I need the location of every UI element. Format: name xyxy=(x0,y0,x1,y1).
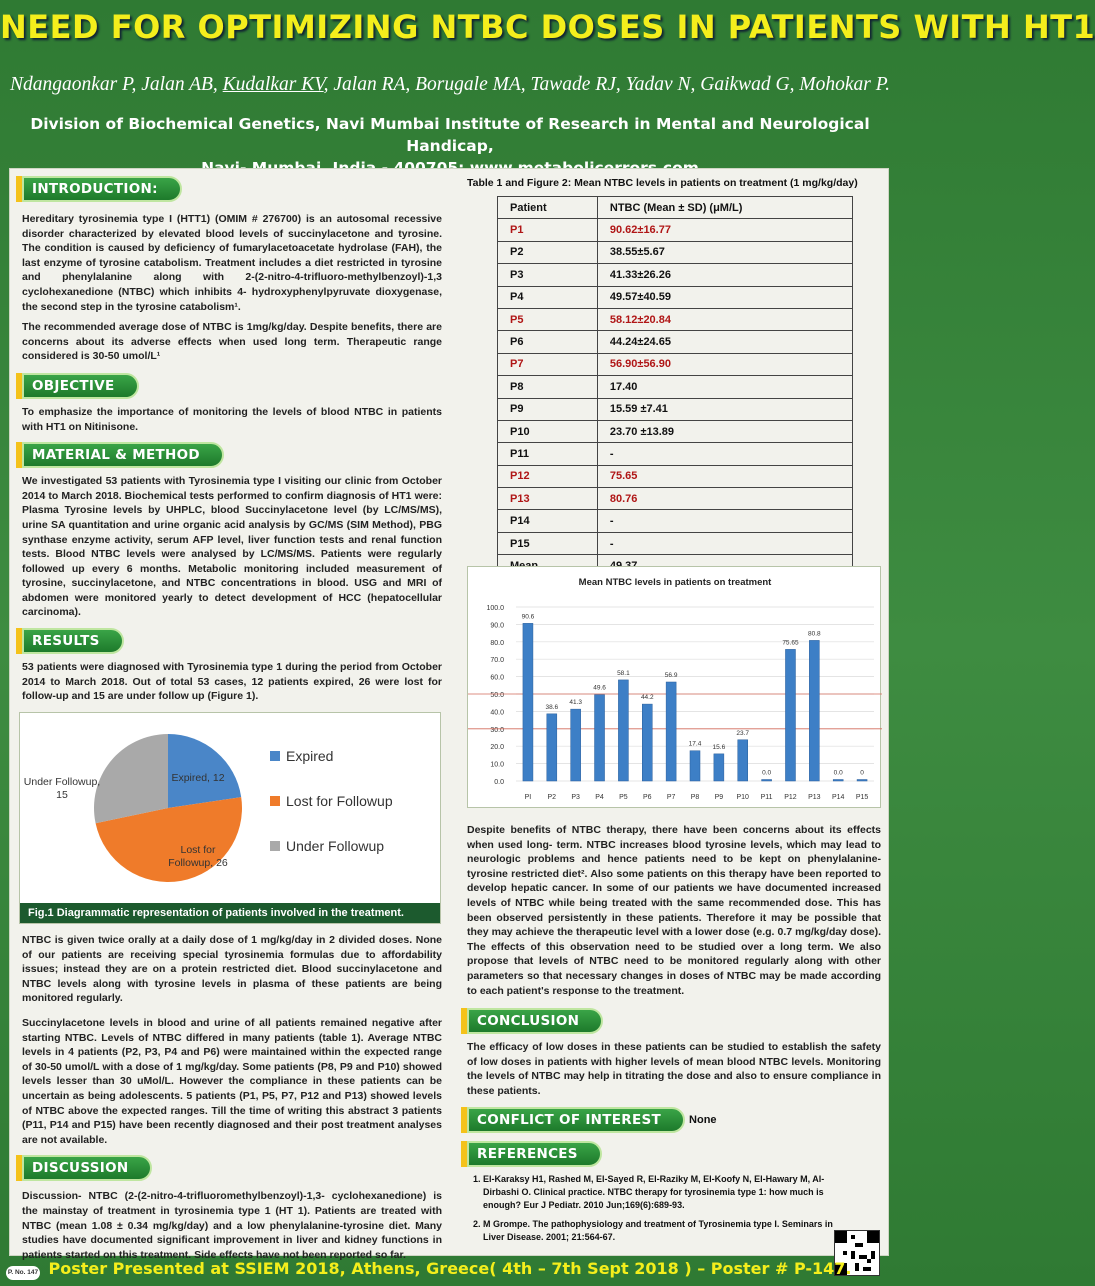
conclusion-text: The efficacy of low doses in these patients can be studied to establish the safety of low doses in patients with higher levels of mean blood NTBC levels. Monitoring the levels of NTBC may help in titrating the dose and also to ensure compliance in these patients. xyxy=(467,1041,881,1097)
y-tick-label: 40.0 xyxy=(490,709,504,717)
bar xyxy=(809,640,819,781)
bar xyxy=(642,704,652,781)
conflict-heading: CONFLICT OF INTEREST xyxy=(467,1107,685,1133)
bar-data-label: 15.6 xyxy=(712,743,726,751)
bar xyxy=(762,780,772,782)
discussion-text-2: Despite benefits of NTBC therapy, there have been concerns about its effects when used long- term. NTBC increases blood tyrosine levels, which may lead to neurologic problems and hence patients need to be kept on phenylalanine- tyrosine restricted diet². Also some patients on this therapy have been reported to develop hepatic cancer. In some of our patients we have documented increased levels of NTBC while being treated with the same recommended dose. This has been observed persistently in these patients. Therefore it may be possible that they may achieve the therapeutic level with a lower dose (e.g. 0.7 mg/kg/day dose). The effects of this observation need to be studied over a long term. We also propose that levels of NTBC need to be monitored regularly along with other parameters so that necessary changes in doses of NTBC may be made according to each patient's response to the treatment. xyxy=(467,824,881,997)
conflict-row xyxy=(467,1107,881,1133)
table-row xyxy=(498,443,853,465)
reference-item: 2. M Grompe. The pathophysiology and treatment of Tyrosinemia type I. Seminars in Liver Disease. 2001; 21:564-67. xyxy=(483,1218,837,1244)
x-tick-label: P3 xyxy=(571,794,580,801)
figure-1-pie xyxy=(19,712,441,924)
bar-chart xyxy=(468,567,882,809)
bar-data-label: 38.6 xyxy=(545,703,559,711)
cell-ntbc: 58.12±20.84 xyxy=(597,308,852,330)
x-tick-label: P7 xyxy=(666,794,676,801)
bar-data-label: 23.7 xyxy=(736,729,750,737)
legend-swatch xyxy=(270,796,280,806)
cell-patient: P1 xyxy=(498,219,598,241)
legend-label: Expired xyxy=(286,748,334,764)
bar-data-label: 56.9 xyxy=(664,671,678,679)
bar-data-label: 41.3 xyxy=(569,699,582,707)
author-list: Ndangaonkar P, Jalan AB, Kudalkar KV, Jalan RA, Borugale MA, Tawade RJ, Yadav N, Gaikwad G, Mohokar P. xyxy=(9,74,891,95)
cell-ntbc: 56.90±56.90 xyxy=(597,353,852,375)
x-tick-label: P13 xyxy=(808,794,821,801)
introduction-heading: INTRODUCTION: xyxy=(22,176,182,202)
pie-slice-label: Lost for Followup, 26 xyxy=(168,844,228,869)
bar xyxy=(595,695,605,781)
figure-2-bar xyxy=(467,566,881,808)
cell-patient: P13 xyxy=(498,488,598,510)
bar xyxy=(618,680,628,781)
table-row xyxy=(498,488,853,510)
x-tick-label: P12 xyxy=(784,794,797,801)
legend-swatch xyxy=(270,751,280,761)
cell-patient: P9 xyxy=(498,398,598,420)
legend-label: Lost for Followup xyxy=(286,793,393,809)
pie-slice-label: Expired, 12 xyxy=(171,772,225,784)
cell-patient: P10 xyxy=(498,420,598,442)
x-tick-label: PI xyxy=(524,794,532,801)
table-row xyxy=(498,308,853,330)
cell-patient: P14 xyxy=(498,510,598,532)
y-tick-label: 10.0 xyxy=(490,761,504,769)
right-column-lower xyxy=(467,823,881,1250)
cell-ntbc: 41.33±26.26 xyxy=(597,264,852,286)
cell-ntbc: 15.59 ±7.41 xyxy=(597,398,852,420)
method-heading: MATERIAL & METHOD xyxy=(22,442,224,468)
y-tick-label: 100.0 xyxy=(486,605,504,612)
cell-ntbc: 90.62±16.77 xyxy=(597,219,852,241)
cell-patient: P7 xyxy=(498,353,598,375)
y-tick-label: 60.0 xyxy=(490,674,504,682)
pie-slice xyxy=(94,734,168,823)
x-tick-label: P15 xyxy=(855,794,869,801)
x-tick-label: P2 xyxy=(547,794,557,801)
x-tick-label: P10 xyxy=(736,794,749,801)
bar-data-label: 80.8 xyxy=(808,630,821,638)
table-row xyxy=(498,353,853,375)
table-row xyxy=(498,510,853,532)
table-row xyxy=(498,286,853,308)
bar-data-label: 58.1 xyxy=(617,669,630,677)
institution: Division of Biochemical Genetics, Navi Mumbai Institute of Research in Mental and Neurological Handicap, xyxy=(30,115,870,155)
cell-patient: P8 xyxy=(498,376,598,398)
objective-heading: OBJECTIVE xyxy=(22,373,139,399)
chart-title: Mean NTBC levels in patients on treatment xyxy=(578,577,772,588)
cell-ntbc: - xyxy=(597,510,852,532)
table-row xyxy=(498,465,853,487)
right-column xyxy=(467,177,881,578)
cell-ntbc: - xyxy=(597,532,852,554)
table-row xyxy=(498,241,853,263)
bar xyxy=(833,780,843,782)
bar xyxy=(690,751,700,781)
results-heading: RESULTS xyxy=(22,628,124,654)
poster-number-badge: P. No. 147 xyxy=(6,1266,40,1280)
table-row xyxy=(498,398,853,420)
reference-list xyxy=(467,1173,837,1244)
y-tick-label: 30.0 xyxy=(490,726,504,734)
cell-ntbc: 75.65 xyxy=(597,465,852,487)
bar-data-label: 49.6 xyxy=(593,684,606,692)
legend-swatch xyxy=(270,841,280,851)
bar-data-label: 90.6 xyxy=(521,613,535,621)
references-heading: REFERENCES xyxy=(467,1141,602,1167)
legend-label: Under Followup xyxy=(286,838,385,854)
bar-data-label: 75.65 xyxy=(782,639,799,647)
introduction-text: Hereditary tyrosinemia type I (HTT1) (OMIM # 276700) is an autosomal recessive disorder characterized by elevated blood levels of succinylacetone and tyrosine. The condition is caused by deficiency of fumarylacetoacetate hydrolase (FAH), the last enzyme of tyrosine catabolism. Treatment includes a diet restricted in tyrosine and phenylalanine along with 2-(2-nitro-4-trifluoro-methylbenzoyl)-1,3 cyclohexanedione (NTBC) which inhibits 4- hydroxyphenylpyruvate dioxygenase, the second step in the tyrosine catabolism¹. xyxy=(22,213,442,313)
cell-patient: P15 xyxy=(498,532,598,554)
cell-ntbc: - xyxy=(597,443,852,465)
results-text-3: Succinylacetone levels in blood and urine of all patients remained negative after starting NTBC. Levels of NTBC differed in many patients (table 1). Average NTBC levels in 4 patients (P2, P3, P4 and P6) were maintained within the expected range of 30-50 umol/L with a dose of 1 mg/kg/day. Some patients (P8, P9 and P10) showed levels lesser than 30 uMol/L. However the compliance in these patients can be uncertain as being adolescents. 5 patients (P1, P5, P7, P12 and P13) showed levels of NTBC above the expected ranges. Till the time of writing this abstract 3 patients (P11, P14 and P15) have been recently diagnosed and their post treatment analyses are not available. xyxy=(22,1016,442,1146)
cell-patient: P2 xyxy=(498,241,598,263)
bar xyxy=(571,709,581,781)
discussion-heading: DISCUSSION xyxy=(22,1155,152,1181)
pie-chart xyxy=(20,713,440,903)
x-tick-label: P5 xyxy=(619,794,628,801)
conclusion-heading: CONCLUSION xyxy=(467,1008,603,1034)
results-text-2: NTBC is given twice orally at a daily dose of 1 mg/kg/day in 2 divided doses. None of our patients are receiving special tyrosinemia formulas due to affordability issues; instead they are on a protein restricted diet. Blood succinylacetone and NTBC levels along with tyrosine levels in plasma of these patients are being monitored regularly. xyxy=(22,934,442,1005)
cell-patient: P5 xyxy=(498,308,598,330)
method-text: We investigated 53 patients with Tyrosinemia type I visiting our clinic from October 2014 to March 2018. Biochemical tests performed to confirm diagnosis of HT1 were: Plasma Tyrosine levels by UHPLC, blood Succinylacetone level (by LC/MS/MS), urine SA quantitation and urine organic acid analysis by GC/MS (SIM Method), PBG synthase enzyme activity, serum AFP level, liver function tests and renal function tests. Blood NTBC levels were analysed by LC/MS/MS. Patients were regularly followed up every 6 months. Metabolic monitoring included measurement of tyrosine, succinylacetone, and NTBC concentrations in blood. USG and MRI of abdomen were monitored yearly to detect development of HCC (hepatocellular carcinoma). xyxy=(22,475,442,619)
table-row xyxy=(498,376,853,398)
table-header-ntbc: NTBC (Mean ± SD) (μM/L) xyxy=(597,197,852,219)
y-tick-label: 20.0 xyxy=(490,744,504,752)
x-tick-label: P4 xyxy=(595,794,604,801)
x-tick-label: P8 xyxy=(690,794,700,801)
cell-patient: P4 xyxy=(498,286,598,308)
bar-data-label: 17.4 xyxy=(688,740,702,748)
x-tick-label: P6 xyxy=(642,794,652,801)
y-tick-label: 0.0 xyxy=(494,779,504,786)
objective-text: To emphasize the importance of monitoring the levels of blood NTBC in patients with HT1 on Nitinisone. xyxy=(22,405,442,433)
table-row xyxy=(498,331,853,353)
cell-ntbc: 49.57±40.59 xyxy=(597,286,852,308)
x-tick-label: P14 xyxy=(831,794,845,801)
cell-ntbc: 38.55±5.67 xyxy=(597,241,852,263)
cell-ntbc: 44.24±24.65 xyxy=(597,331,852,353)
conflict-value: None xyxy=(689,1113,717,1126)
cell-ntbc: 17.40 xyxy=(597,376,852,398)
table-row xyxy=(498,532,853,554)
table-row xyxy=(498,264,853,286)
introduction-text-2: The recommended average dose of NTBC is 1mg/kg/day. Despite benefits, there are concerns about its adverse effects when used long term. Therapeutic range considered is 30-50 umol/L¹ xyxy=(22,321,442,363)
figure-1-caption: Fig.1 Diagrammatic representation of patients involved in the treatment. xyxy=(20,903,440,923)
presenting-author: Kudalkar KV xyxy=(222,74,324,95)
cell-patient: P11 xyxy=(498,443,598,465)
bar xyxy=(738,740,748,781)
discussion-text: Discussion- NTBC (2-(2-nitro-4-trifluoromethylbenzoyl)-1,3- cyclohexanedione) is the mainstay of treatment in tyrosinemia type 1 (HT 1). Patients are treated with NTBC (mean 1.08 ± 0.34 mg/kg/day) and a low phenylalanine-tyrosine diet. Many studies have documented significant improvement in liver and kidney functions in patients started on this treatment. Side effects have not been reported so far. xyxy=(22,1190,442,1261)
poster-title: NEED FOR OPTIMIZING NTBC DOSES IN PATIENTS WITH HT1 xyxy=(0,8,1095,46)
x-tick-label: P11 xyxy=(760,794,773,801)
y-tick-label: 50.0 xyxy=(490,692,504,699)
bar xyxy=(547,714,557,781)
bar xyxy=(666,682,676,781)
bar xyxy=(714,754,724,781)
bar-data-label: 44.2 xyxy=(640,694,654,702)
results-text: 53 patients were diagnosed with Tyrosinemia type 1 during the period from October 2014 to March 2018. Out of total 53 cases, 12 patients expired, 26 were lost for follow-up and 15 are under follow up (Figure 1). xyxy=(22,661,442,703)
cell-ntbc: 23.70 ±13.89 xyxy=(597,420,852,442)
cell-ntbc: 80.76 xyxy=(597,488,852,510)
table-row xyxy=(498,420,853,442)
y-tick-label: 80.0 xyxy=(490,639,504,647)
table-caption: Table 1 and Figure 2: Mean NTBC levels in patients on treatment (1 mg/kg/day) xyxy=(467,177,858,189)
bar xyxy=(523,623,533,781)
bar-data-label: 0.0 xyxy=(762,769,772,777)
bar-data-label: 0 xyxy=(860,769,864,777)
left-column-lower xyxy=(22,933,442,1262)
footer-text: Poster Presented at SSIEM 2018, Athens, Greece( 4th – 7th Sept 2018 ) – Poster # P-147. xyxy=(48,1259,852,1278)
bar-data-label: 0.0 xyxy=(833,769,843,777)
left-column xyxy=(22,176,442,704)
cell-patient: P6 xyxy=(498,331,598,353)
pie-slice xyxy=(168,734,241,808)
cell-patient: P12 xyxy=(498,465,598,487)
bar xyxy=(785,649,795,781)
pie-slice-label: Under Followup, 15 xyxy=(23,776,101,801)
y-tick-label: 70.0 xyxy=(490,657,504,665)
reference-item: 1. El-Karaksy H1, Rashed M, El-Sayed R, El-Raziky M, El-Koofy N, El-Hawary M, Al-Dirbashi O. Clinical practice. NTBC therapy for tyrosinemia type 1: how much is enough? Eur J Pediatr. 2010 Jun;169(6):689-93. xyxy=(483,1173,837,1212)
cell-patient: P3 xyxy=(498,264,598,286)
table-header-patient: Patient xyxy=(498,197,598,219)
x-tick-label: P9 xyxy=(714,794,724,801)
ntbc-table xyxy=(497,196,853,578)
bar xyxy=(857,780,867,782)
table-row xyxy=(498,219,853,241)
y-tick-label: 90.0 xyxy=(490,622,504,630)
